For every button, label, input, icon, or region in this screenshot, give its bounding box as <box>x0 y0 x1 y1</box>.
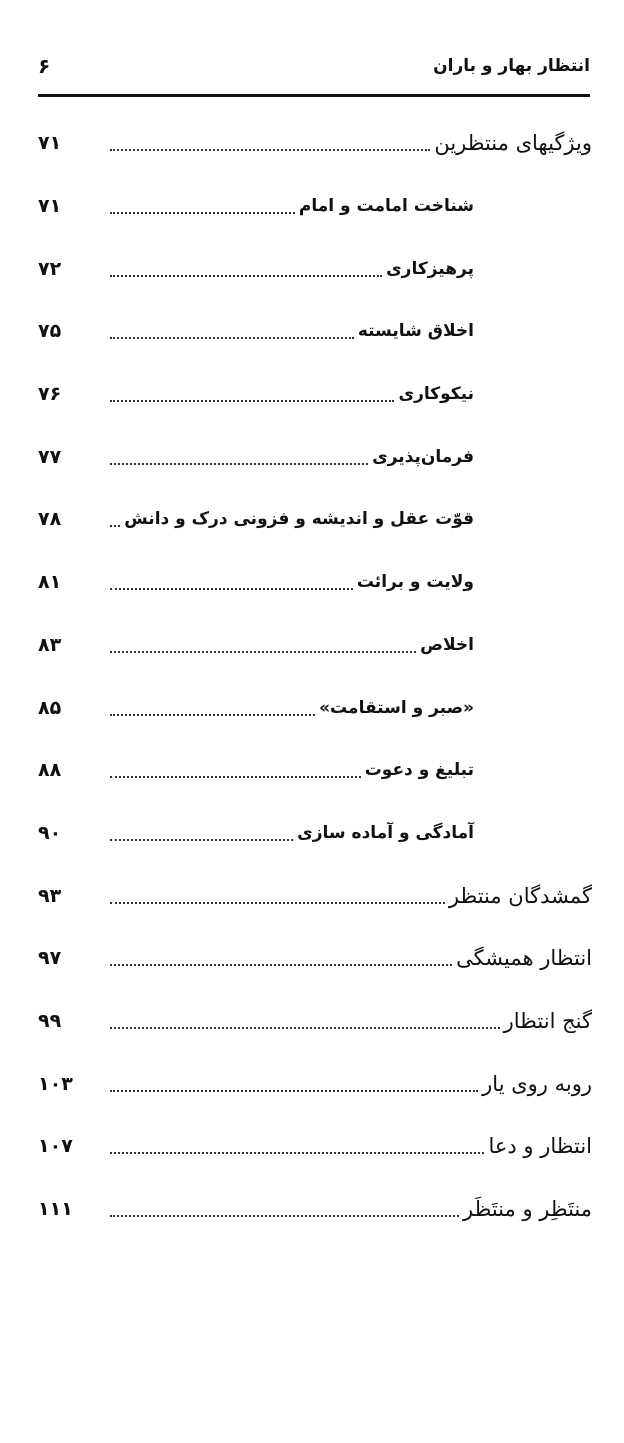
toc-entry-title: انتظار و دعا <box>488 1134 592 1159</box>
dot-leader <box>110 839 293 841</box>
toc-entry-title: روبه روی یار <box>482 1071 592 1096</box>
toc-entry-title: پرهیزکاری <box>386 258 474 279</box>
toc-entry <box>38 425 592 488</box>
toc-entry-page: ۸۳ <box>38 633 62 656</box>
toc-entry <box>38 614 592 677</box>
dot-leader <box>110 337 354 339</box>
dot-leader <box>110 275 382 277</box>
toc-entry-title: نیکوکاری <box>398 384 474 405</box>
toc-entry-page: ۷۶ <box>38 383 62 406</box>
dot-leader <box>110 776 361 778</box>
dot-leader <box>110 588 353 590</box>
toc-entry-title: فرمان‌پذیری <box>372 446 474 467</box>
dot-leader <box>110 1027 500 1029</box>
dot-leader <box>110 525 120 527</box>
toc-entry-title: ولایت و برائت <box>356 572 474 593</box>
toc-entry-title: آمادگی و آماده سازی <box>297 822 474 843</box>
toc-entry-page: ۷۸ <box>38 508 62 531</box>
toc-entry-page: ۱۱۱ <box>38 1198 73 1221</box>
toc-entry-page: ۷۲ <box>38 257 62 280</box>
toc-entry <box>38 739 592 802</box>
toc-entry <box>38 551 592 614</box>
header-rule <box>38 94 590 97</box>
toc-entry-page: ۹۰ <box>38 821 62 844</box>
dot-leader <box>110 1152 484 1154</box>
toc-entry <box>38 300 592 363</box>
dot-leader <box>110 1215 459 1217</box>
toc-entry-page: ۸۵ <box>38 696 62 719</box>
toc-entry-title: اخلاق شایسته <box>357 321 474 342</box>
toc-entry-title: اخلاص <box>420 634 474 655</box>
toc-entry <box>38 363 592 426</box>
toc-entry <box>38 175 592 238</box>
toc-entry-page: ۱۰۷ <box>38 1135 73 1158</box>
toc-entry <box>38 1052 592 1115</box>
toc-entry-title: ویژگیهای منتظرین <box>434 131 592 156</box>
toc-entry <box>38 112 592 175</box>
toc-entry-title: گمشدگان منتظر <box>448 883 592 908</box>
toc-entry-title: گنج انتظار <box>503 1008 592 1033</box>
page-header <box>38 50 590 82</box>
dot-leader <box>110 714 315 716</box>
toc-entry-page: ۷۱ <box>38 132 62 155</box>
toc-entry-title: تبلیغ و دعوت <box>364 760 474 781</box>
toc-entry-page: ۹۹ <box>38 1009 62 1032</box>
toc-entry-page: ۸۱ <box>38 571 62 594</box>
toc-entry-page: ۸۸ <box>38 759 62 782</box>
toc-entry <box>38 927 592 990</box>
toc-entry <box>38 676 592 739</box>
dot-leader <box>110 463 368 465</box>
toc-entry <box>38 237 592 300</box>
toc-entry <box>38 990 592 1053</box>
dot-leader <box>110 149 430 151</box>
toc-entry-title: قوّت عقل و اندیشه و فزونی درک و دانش <box>124 509 474 530</box>
toc-entry-page: ۷۵ <box>38 320 62 343</box>
toc-entry-title: منتَظِر و منتَظَر <box>463 1197 592 1222</box>
page-number: ۶ <box>38 54 51 78</box>
toc-entry <box>38 1178 592 1241</box>
toc-entry-page: ۷۱ <box>38 195 62 218</box>
dot-leader <box>110 964 452 966</box>
dot-leader <box>110 400 394 402</box>
toc-entry-title: شناخت امامت و امام <box>298 196 474 217</box>
dot-leader <box>110 212 295 214</box>
toc-entry-page: ۹۷ <box>38 947 62 970</box>
toc-entry-page: ۹۳ <box>38 884 62 907</box>
toc-entry <box>38 1115 592 1178</box>
toc-entry-page: ۷۷ <box>38 445 62 468</box>
toc-entry <box>38 864 592 927</box>
toc-entry-title: «صبر و استقامت» <box>319 697 474 718</box>
dot-leader <box>110 1090 478 1092</box>
dot-leader <box>110 651 416 653</box>
running-title: انتظار بهار و باران <box>433 56 590 76</box>
toc-entry-page: ۱۰۳ <box>38 1072 73 1095</box>
toc-entry-title: انتظار همیشگی <box>456 946 592 971</box>
toc-entry <box>38 488 592 551</box>
table-of-contents <box>38 112 592 1240</box>
toc-entry <box>38 802 592 865</box>
dot-leader <box>110 902 445 904</box>
